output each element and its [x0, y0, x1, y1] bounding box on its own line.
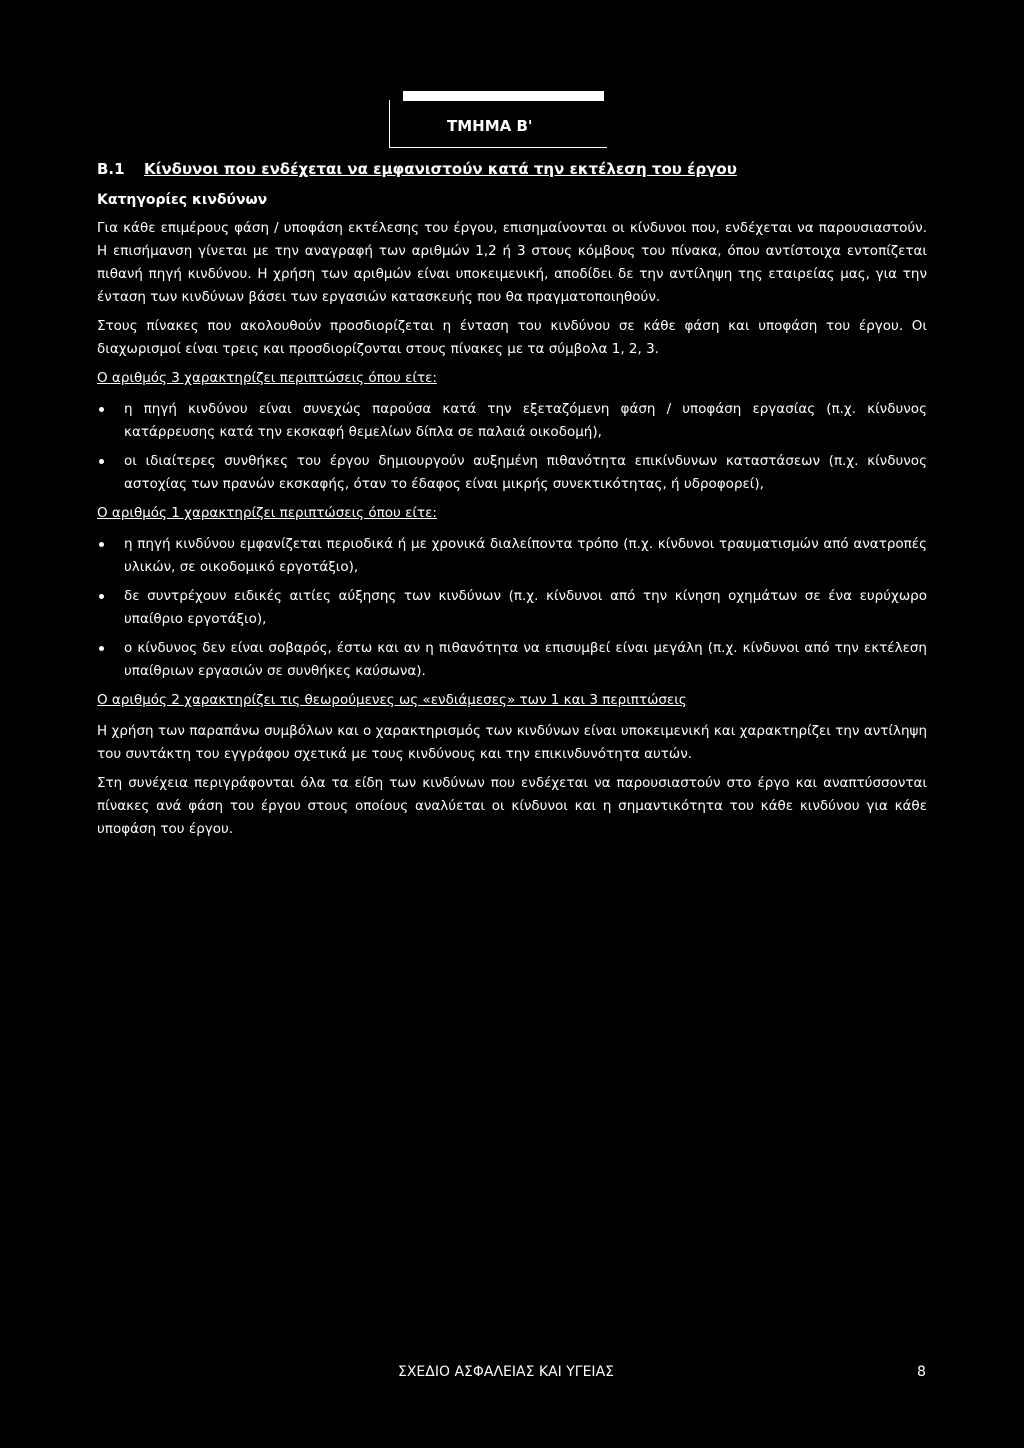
tables-paragraph: Στους πίνακες που ακολουθούν προσδιορίζεται η ένταση του κινδύνου σε κάθε φάση και υποφάση του έργου. Οι διαχωρισμοί είναι τρεις και προσδιορίζονται στους πίνακες με τα σύμβολα 1, 2, 3. — [97, 318, 927, 357]
following-paragraph: Στη συνέχεια περιγράφονται όλα τα είδη των κινδύνων που ενδέχεται να παρουσιαστούν στο έργο και αναπτύσσονται πίνακες ανά φάση του έργου στους οποίους αναλύεται οι κίνδυνοι και η σημαντικότητα του κάθε κινδύνου για κάθε υποφάση του έργου. — [97, 775, 927, 837]
list-item: οι ιδιαίτερες συνθήκες του έργου δημιουργούν αυξημένη πιθανότητα επικίνδυνων καταστάσεων (π.χ. κίνδυνος αστοχίας των πρανών εκσκαφής, όταν το έδαφος είναι μικρής συνεκτικότητας, ή υδροφορεί), — [97, 450, 927, 496]
list-item: ο κίνδυνος δεν είναι σοβαρός, έστω και αν η πιθανότητα να επισυμβεί είναι μεγάλη (π.χ. κίνδυνοι από την εκτέλεση υπαίθριων εργασιών σε συνθήκες καύσωνα). — [97, 637, 927, 683]
list-item: δε συντρέχουν ειδικές αιτίες αύξησης των κινδύνων (π.χ. κίνδυνοι από την κίνηση οχημάτων σε ένα ευρύχωρο υπαίθριο εργοτάξιο), — [97, 585, 927, 631]
list-item: η πηγή κινδύνου εμφανίζεται περιοδικά ή με χρονικά διαλείποντα τρόπο (π.χ. κίνδυνοι τραυματισμών από ανατροπές υλικών, σε οικοδομικό εργοτάξιο), — [97, 533, 927, 579]
document-body — [97, 158, 927, 847]
list-item: η πηγή κινδύνου είναι συνεχώς παρούσα κατά την εξεταζόμενη φάση / υποφάση εργασίας (π.χ. κίνδυνος κατάρρευσης κατά την εκσκαφή θεμελίων δίπλα σε παλαιά οικοδομή), — [97, 398, 927, 444]
level3-heading: Ο αριθμός 3 χαρακτηρίζει περιπτώσεις όπου είτε: — [97, 370, 437, 386]
level1-list — [97, 533, 927, 683]
footer-title: ΣΧΕΔΙΟ ΑΣΦΑΛΕΙΑΣ ΚΑΙ ΥΓΕΙΑΣ — [398, 1364, 614, 1380]
page-number: 8 — [917, 1364, 926, 1380]
level1-heading: Ο αριθμός 1 χαρακτηρίζει περιπτώσεις όπου είτε: — [97, 505, 437, 521]
intro-paragraph: Για κάθε επιμέρους φάση / υποφάση εκτέλεσης του έργου, επισημαίνονται οι κίνδυνοι που, ενδέχεται να παρουσιαστούν. Η επισήμανση γίνεται με την αναγραφή των αριθμών 1,2 ή 3 στους κόμβους του πίνακα, όπου αντίστοιχα εντοπίζεται πιθανή πηγή κινδύνου. Η χρήση των αριθμών είναι υποκειμενική, αποδίδει δε την αντίληψη της εταιρείας μας, για την ένταση των κινδύνων βάσει των εργασιών κατασκευής που θα πραγματοποιηθούν. — [97, 220, 927, 305]
section-subtitle: Κατηγορίες κινδύνων — [97, 192, 268, 208]
level2-heading: Ο αριθμός 2 χαρακτηρίζει τις θεωρούμενες ως «ενδιάμεσες» των 1 και 3 περιπτώσεις — [97, 692, 687, 708]
usage-paragraph: Η χρήση των παραπάνω συμβόλων και ο χαρακτηρισμός των κινδύνων είναι υποκειμενική και χαρακτηρίζει την αντίληψη του συντάκτη του εγγράφου σχετικά με τους κινδύνους και την επικινδυνότητα αυτών. — [97, 723, 927, 762]
level3-list — [97, 398, 927, 496]
section-number: Β.1 — [97, 160, 125, 178]
section-title-text: Κίνδυνοι που ενδέχεται να εμφανιστούν κατά την εκτέλεση του έργου — [144, 160, 737, 178]
section-title — [97, 158, 927, 181]
section-label: ΤΜΗΜΑ Β' — [447, 117, 533, 135]
